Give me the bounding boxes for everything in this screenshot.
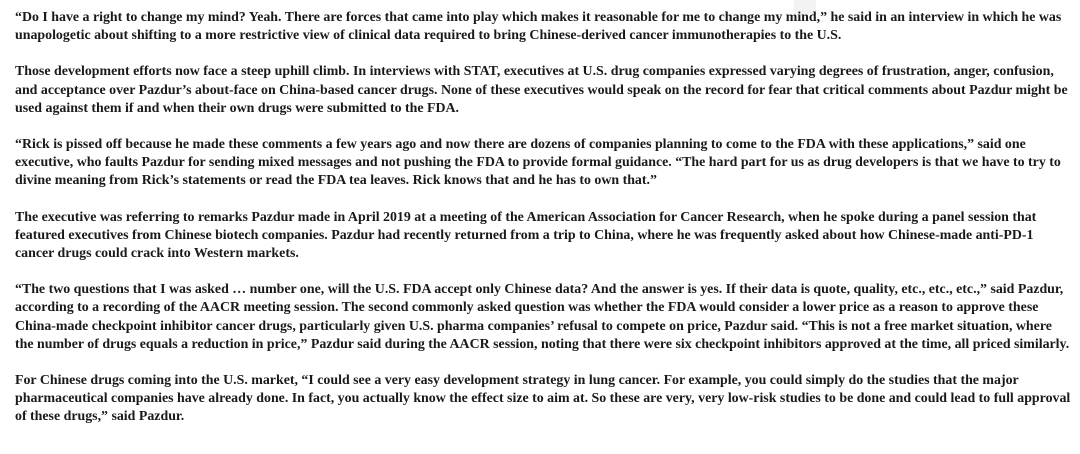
paragraph-2: Those development efforts now face a steep uphill climb. In interviews with STAT, executives at U.S. drug companies expressed varying degrees of frustration, anger, confusion, and acceptance over Pazdur’s about-face on China-based cancer drugs. None of these executives would speak on the record for fear that critical comments about Pazdur might be used against them if and when their own drugs were submitted to the FDA.	[15, 64, 1068, 116]
paragraph-4: The executive was referring to remarks Pazdur made in April 2019 at a meeting of the American Association for Cancer Research, when he spoke during a panel session that featured executives from Chinese biotech companies. Pazdur had recently returned from a trip to China, where he was frequently asked about how Chinese-made anti-PD-1 cancer drugs could crack into Western markets.	[15, 209, 1037, 262]
article-body	[15, 9, 1073, 427]
paragraph-1: “Do I have a right to change my mind? Yeah. There are forces that came into play which makes it reasonable for me to change my mind,” he said in an interview in which he was unapologetic about shifting to a more restrictive view of clinical data required to bring Chinese-derived cancer immunotherapies to the U.S.	[15, 10, 1062, 44]
paragraph-6: For Chinese drugs coming into the U.S. market, “I could see a very easy development strategy in lung cancer. For example, you could simply do the studies that the major pharmaceutical companies have already done. In fact, you actually know the effect size to aim at. So these are very, very low-risk studies to be done and could lead to full approval of these drugs,” said Pazdur.	[15, 373, 1071, 425]
paragraph-3: “Rick is pissed off because he made these comments a few years ago and now there are dozens of companies planning to come to the FDA with these applications,” said one executive, who faults Pazdur for sending mixed messages and not pushing the FDA to provide formal guidance. “The hard part for us as drug developers is that we have to try to divine meaning from Rick’s statements or read the FDA tea leaves. Rick knows that and he has to own that.”	[15, 137, 1061, 189]
paragraph-5: “The two questions that I was asked … number one, will the U.S. FDA accept only Chinese data? And the answer is yes. If their data is quote, quality, etc., etc., etc.,” said Pazdur, according to a recording of the AACR meeting session. The second commonly asked question was whether the FDA would consider a lower price as a reason to approve these China-made checkpoint inhibitor cancer drugs, particularly given U.S. pharma companies’ refusal to compete on price, Pazdur said. “This is not a free market situation, where the number of drugs equals a reduction in price,” Pazdur said during the AACR session, noting that there were six checkpoint inhibitors approved at the time, all priced similarly.	[15, 282, 1070, 352]
bottom-edge	[0, 450, 1080, 454]
